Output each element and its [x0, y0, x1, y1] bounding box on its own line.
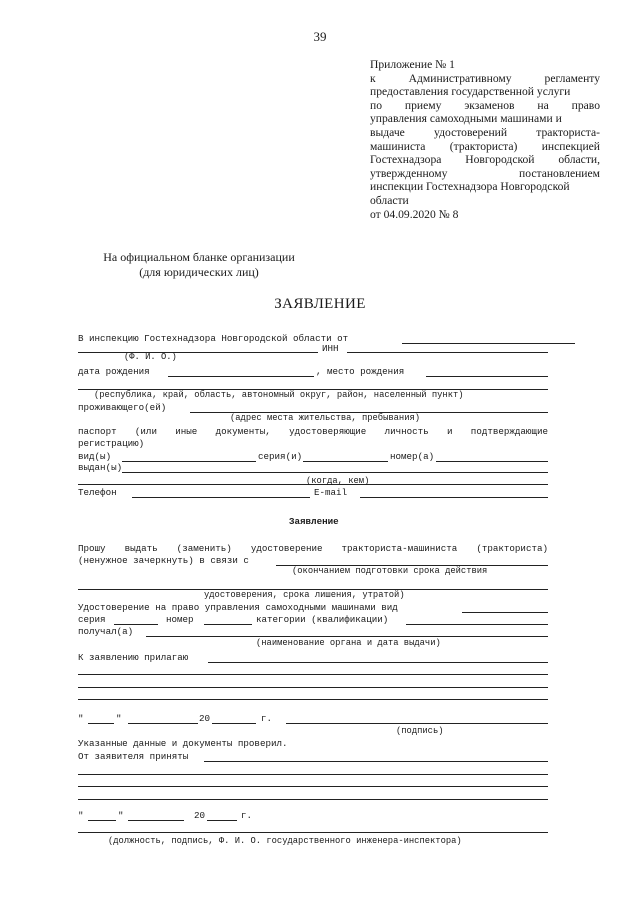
inspector-hint: (должность, подпись, Ф. И. О. государственного инженера-инспектора)	[108, 836, 462, 846]
doc-number-field[interactable]	[436, 461, 548, 462]
doc-kind-field[interactable]	[122, 461, 256, 462]
authority-hint: (наименование органа и дата выдачи)	[256, 638, 441, 648]
email-field[interactable]	[360, 497, 548, 498]
series-label: серия(и)	[258, 451, 303, 462]
inn-field[interactable]	[347, 352, 548, 353]
date2-month-field[interactable]	[128, 820, 184, 821]
appendix-line: Приложение № 1	[370, 58, 455, 71]
birth-place-field[interactable]	[426, 376, 548, 377]
passport-label: паспорт (или иные документы, удостоверяющие личность и подтверждающие	[78, 426, 548, 437]
accepted-line[interactable]	[78, 786, 548, 787]
email-label: E-mail	[314, 487, 348, 498]
issued-by-field[interactable]	[122, 472, 548, 473]
date2-year-field[interactable]	[207, 820, 237, 821]
kind-label: вид(ы)	[78, 451, 112, 462]
date2-quote-close: "	[118, 810, 124, 821]
year2-prefix: 20	[194, 810, 206, 821]
reason-hint-cont: удостоверения, срока лишения, утратой)	[204, 590, 405, 600]
address-hint: (адрес места жительства, пребывания)	[230, 413, 421, 423]
license-category-label: категории (квалификации)	[256, 614, 389, 625]
attachments-line[interactable]	[78, 699, 548, 700]
passport-label-cont: регистрацию)	[78, 438, 145, 449]
date-quote-close: "	[116, 713, 122, 724]
letterhead-note	[96, 250, 302, 280]
accepted-field[interactable]	[204, 761, 548, 762]
applicant-from-field[interactable]	[402, 343, 575, 344]
checked-text: Указанные данные и документы проверил.	[78, 738, 288, 749]
birth-place-label: , место рождения	[316, 366, 405, 377]
date-quote-open: "	[78, 713, 84, 724]
phone-label: Телефон	[78, 487, 117, 498]
appendix-line: по приему экзаменов на право	[370, 98, 600, 112]
appendix-line: от 04.09.2020 № 8	[370, 207, 459, 221]
received-field[interactable]	[146, 636, 548, 637]
appendix-line: машиниста (тракториста) инспекцией	[370, 139, 600, 153]
appendix-line: выдаче удостоверений тракториста-	[370, 125, 600, 139]
date-month-field[interactable]	[128, 723, 198, 724]
page-number: 39	[313, 29, 327, 44]
signature-hint: (подпись)	[396, 726, 444, 736]
license-kind-field[interactable]	[462, 612, 548, 613]
accepted-label: От заявителя приняты	[78, 751, 189, 762]
residing-label: проживающего(ей)	[78, 402, 167, 413]
issued-label: выдан(ы)	[78, 462, 123, 473]
date2-quote-open: "	[78, 810, 84, 821]
number-label: номер(а)	[390, 451, 435, 462]
appendix-line: управления самоходными машинами и	[370, 112, 562, 126]
statement-subtitle: Заявление	[289, 516, 339, 527]
letterhead-note-line1: На официальном бланке организации	[103, 250, 295, 264]
license-series-label: серия	[78, 614, 106, 625]
appendix-line: инспекции Гостехнадзора Новгородской	[370, 180, 570, 194]
attachments-line[interactable]	[78, 687, 548, 688]
request-text: Прошу выдать (заменить) удостоверение тракториста-машиниста (тракториста)	[78, 543, 548, 554]
attach-label: К заявлению прилагаю	[78, 652, 189, 663]
received-label: получал(а)	[78, 626, 134, 637]
license-number-field[interactable]	[204, 624, 252, 625]
license-series-field[interactable]	[114, 624, 158, 625]
letterhead-note-line2: (для юридических лиц)	[139, 265, 259, 279]
inn-label: ИНН	[322, 343, 339, 354]
date-year-field[interactable]	[212, 723, 256, 724]
reason-hint: (окончанием подготовки срока действия	[292, 566, 488, 576]
appendix-line: предоставления государственной услуги	[370, 85, 571, 99]
year-prefix: 20	[199, 713, 211, 724]
birth-date-field[interactable]	[168, 376, 314, 377]
license-category-field[interactable]	[406, 624, 548, 625]
appendix-line: утвержденному постановлением	[370, 166, 600, 180]
appendix-line: Гостехнадзора Новгородской области,	[370, 153, 600, 167]
doc-series-field[interactable]	[303, 461, 388, 462]
year2-suffix: г.	[241, 810, 253, 821]
document-title: ЗАЯВЛЕНИЕ	[274, 296, 366, 312]
attachments-field[interactable]	[208, 662, 548, 663]
date-day-field[interactable]	[88, 723, 114, 724]
year-suffix: г.	[261, 713, 273, 724]
attachments-line[interactable]	[78, 674, 548, 675]
appendix-line: к Административному регламенту	[370, 71, 600, 85]
phone-field[interactable]	[132, 497, 310, 498]
inspector-signature-field[interactable]	[78, 832, 548, 833]
applicant-signature-field[interactable]	[286, 723, 548, 724]
date2-day-field[interactable]	[88, 820, 116, 821]
accepted-line[interactable]	[78, 774, 548, 775]
license-number-label: номер	[166, 614, 194, 625]
request-text-cont: (ненужное зачеркнуть) в связи с	[78, 555, 249, 566]
when-by-hint: (когда, кем)	[306, 476, 370, 486]
license-label: Удостоверение на право управления самоходными машинами вид	[78, 602, 398, 613]
accepted-line[interactable]	[78, 799, 548, 800]
to-inspection-label: В инспекцию Гостехнадзора Новгородской области от	[78, 333, 349, 344]
birth-date-label: дата рождения	[78, 366, 150, 377]
fio-hint: (Ф. И. О.)	[124, 352, 177, 362]
appendix-line: области	[370, 193, 409, 207]
applicant-name-field[interactable]	[78, 352, 318, 353]
appendix-header	[370, 58, 600, 221]
region-hint: (республика, край, область, автономный округ, район, населенный пункт)	[94, 390, 464, 400]
